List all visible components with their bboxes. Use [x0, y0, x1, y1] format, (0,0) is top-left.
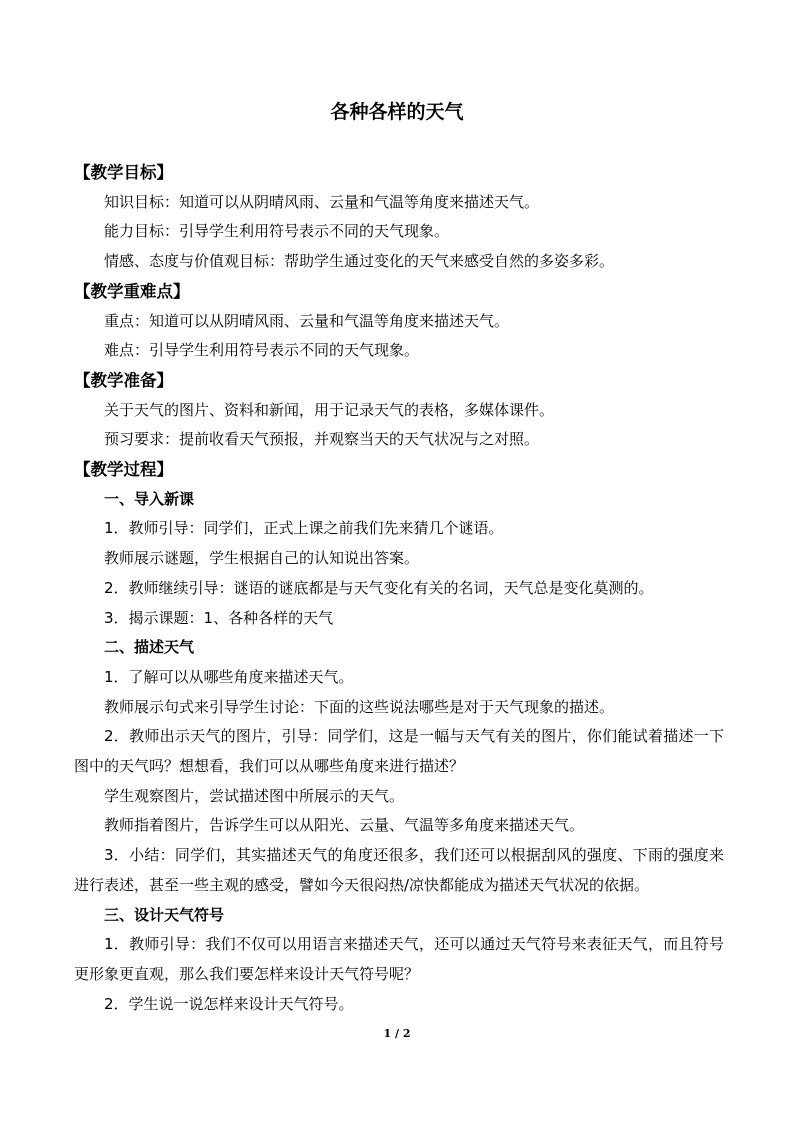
describe-step-2-teacher: 教师指着图片，告诉学生可以从阳光、云量、气温等多角度来描述天气。 [104, 816, 585, 835]
describe-step-1-detail: 教师展示句式来引导学生讨论：下面的这些说法哪些是对于天气现象的描述。 [104, 697, 615, 716]
difficult-point: 难点：引导学生利用符号表示不同的天气现象。 [104, 341, 420, 360]
describe-step-2: 2．教师出示天气的图片，引导：同学们，这是一幅与天气有关的图片，你们能试着描述一下图中的天气吗？想想看，我们可以从哪些角度来进行描述？ [74, 727, 724, 776]
document-title: 各种各样的天气 [330, 101, 464, 123]
section-title-describe: 二、描述天气 [104, 638, 195, 657]
page-number: 1 / 2 [383, 1027, 411, 1040]
preparation-preview: 预习要求：提前收看天气预报，并观察当天的天气状况与之对照。 [104, 430, 540, 449]
document-body [74, 158, 724, 1019]
objective-knowledge: 知识目标：知道可以从阴晴风雨、云量和气温等角度来描述天气。 [104, 192, 540, 211]
preparation-materials: 关于天气的图片、资料和新闻，用于记录天气的表格，多媒体课件。 [104, 400, 555, 419]
process-heading: 【教学过程】 [74, 460, 173, 480]
section-title-intro: 一、导入新课 [104, 489, 195, 508]
key-point: 重点：知道可以从阴晴风雨、云量和气温等角度来描述天气。 [104, 311, 510, 330]
preparation-heading: 【教学准备】 [74, 370, 173, 390]
intro-step-1: 1．教师引导：同学们，正式上课之前我们先来猜几个谜语。 [104, 519, 504, 538]
describe-step-2-student: 学生观察图片，尝试描述图中所展示的天气。 [104, 786, 405, 805]
describe-step-3: 3．小结：同学们，其实描述天气的角度还很多，我们还可以根据刮风的强度、下雨的强度来进行表述，甚至一些主观的感受，譬如今天很闷热/凉快都能成为描述天气状况的依据。 [74, 846, 724, 894]
section-title-symbols: 三、设计天气符号 [104, 905, 225, 924]
key-points-heading: 【教学重难点】 [74, 281, 190, 301]
objective-emotion: 情感、态度与价值观目标：帮助学生通过变化的天气来感受自然的多姿多彩。 [104, 252, 615, 271]
intro-step-1-detail: 教师展示谜题，学生根据自己的认知说出答案。 [104, 549, 420, 568]
describe-step-1: 1．了解可以从哪些角度来描述天气。 [104, 667, 354, 686]
intro-step-3: 3．揭示课题：1、各种各样的天气 [104, 608, 334, 627]
symbols-step-2: 2．学生说一说怎样来设计天气符号。 [104, 994, 354, 1013]
objective-ability: 能力目标：引导学生利用符号表示不同的天气现象。 [104, 222, 450, 241]
objectives-heading: 【教学目标】 [74, 163, 173, 182]
intro-step-2: 2．教师继续引导：谜语的谜底都是与天气变化有关的名词，天气总是变化莫测的。 [104, 578, 654, 597]
symbols-step-1: 1．教师引导：我们不仅可以用语言来描述天气，还可以通过天气符号来表征天气，而且符号更形象更直观，那么我们要怎样来设计天气符号呢？ [74, 935, 724, 983]
